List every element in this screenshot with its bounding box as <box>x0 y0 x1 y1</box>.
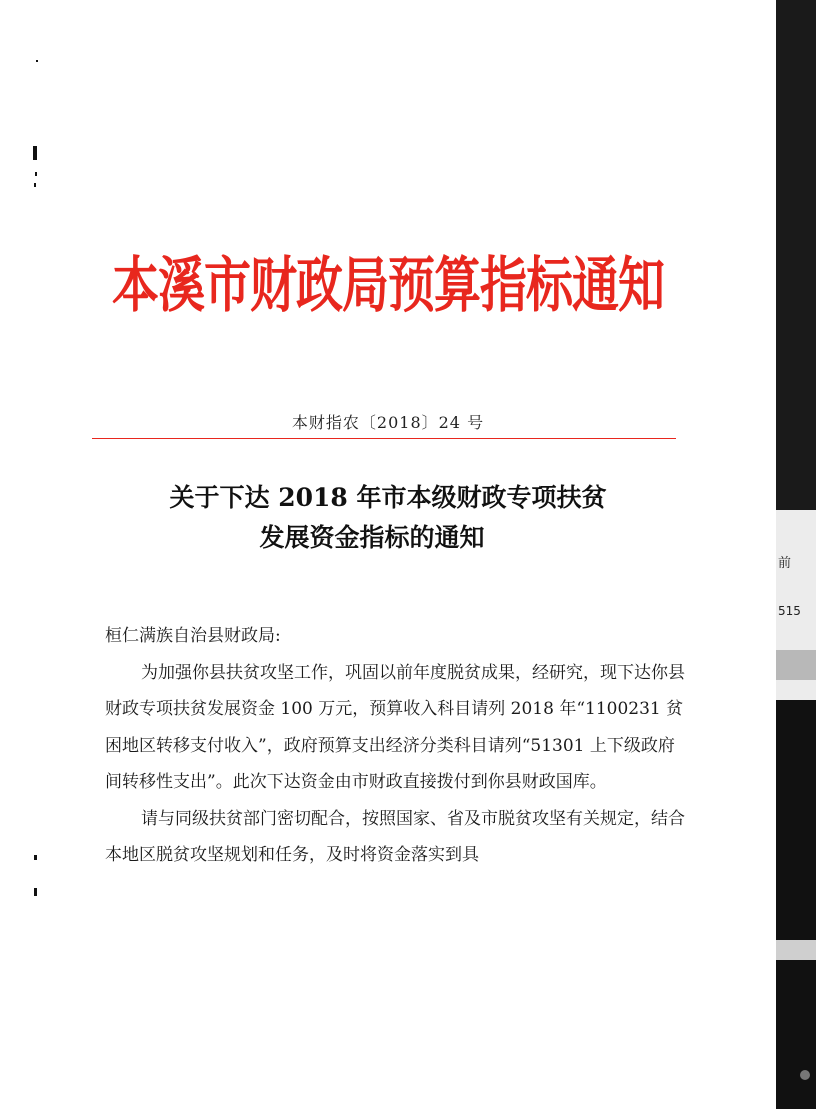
scan-speck <box>33 146 37 160</box>
background-band <box>776 650 816 680</box>
background-dot <box>800 1070 810 1080</box>
document-number: 本财指农〔2018〕24 号 <box>291 413 485 432</box>
notice-title-line2: 发展资金指标的通知 <box>259 523 485 552</box>
scan-speck <box>34 855 37 860</box>
document-body <box>105 618 689 874</box>
notice-title-line1: 关于下达 2018 年市本级财政专项扶贫 <box>169 483 607 512</box>
scan-speck <box>34 183 36 187</box>
background-band <box>776 940 816 960</box>
red-divider <box>92 438 676 439</box>
scan-speck <box>36 60 38 62</box>
scan-speck <box>35 172 37 176</box>
recipient: 桓仁满族自治县财政局: <box>105 626 281 646</box>
body-paragraph-1: 为加强你县扶贫攻坚工作，巩固以前年度脱贫成果，经研究，现下达你县财政专项扶贫发展资金 100 万元，预算收入科目请列 2018 年“1100231 贫困地区转移支付收入”，政府预算支出经济分类科目请列“51301 上下级政府间转移性支出”。此次下达资金由市财政直接拨付到你县财政国库。 <box>105 662 685 792</box>
document-title: 本溪市财政局预算指标通知 <box>112 251 664 322</box>
notice-title <box>0 478 776 558</box>
underlying-page-text: 前 <box>778 556 792 571</box>
scan-speck <box>34 888 37 896</box>
scanner-background <box>776 0 816 1109</box>
body-paragraph-2: 请与同级扶贫部门密切配合，按照国家、省及市脱贫攻坚有关规定，结合本地区脱贫攻坚规划和任务，及时将资金落实到具 <box>105 808 685 865</box>
underlying-page-number: 515 <box>778 604 801 618</box>
